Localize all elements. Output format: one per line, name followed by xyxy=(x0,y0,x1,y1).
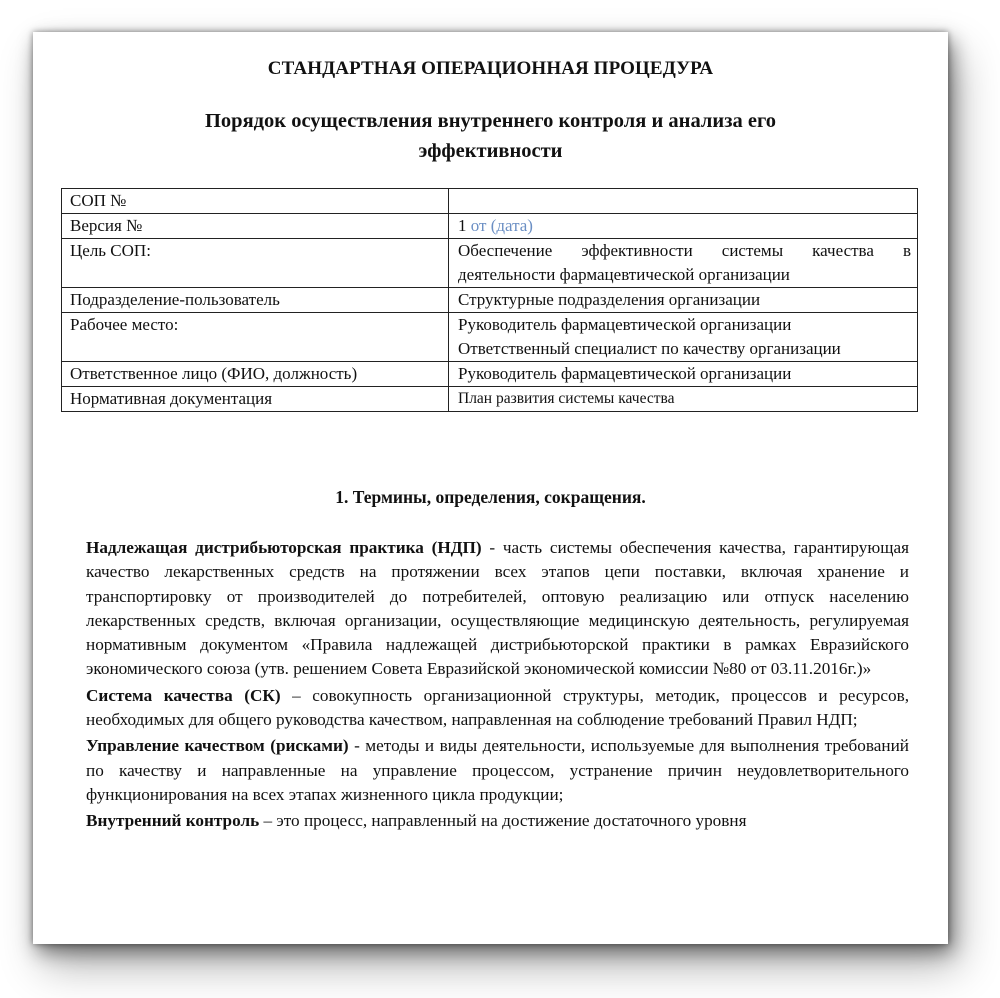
term-separator: – xyxy=(280,685,313,705)
version-number: 1 xyxy=(458,216,467,235)
sop-number-value xyxy=(449,189,918,214)
version-date-placeholder: от (дата) xyxy=(470,216,533,235)
sop-info-table xyxy=(61,188,918,412)
subtitle-line-2: эффективности xyxy=(418,140,563,162)
table-row-responsible xyxy=(62,362,918,387)
section-heading: 1. Термины, определения, сокращения. xyxy=(335,487,646,507)
workplace-value xyxy=(449,313,918,362)
workplace-value-line-1: Руководитель фармацевтической организации xyxy=(458,315,792,334)
term-separator: – xyxy=(259,811,277,831)
regulatory-docs-value: План развития системы качества xyxy=(449,387,918,412)
table-row-sop-number xyxy=(62,189,918,214)
terms-body xyxy=(86,536,909,834)
term-definition: часть системы обеспечения качества, гарантирующая качество лекарственных средств на протяжении всех этапов цепи поставки, включая хранение и транспортировку от производителей до потребителей, оптовую реализацию или отпуск населению лекарственных средств, включая организации, осуществляющие медицинскую деятельность, регулируемая нормативным документом «Правила надлежащей дистрибьюторской практики в рамках Евразийского экономического союза (утв. решением Совета Евразийской экономической комиссии №80 от 03.11.2016г.)» xyxy=(86,538,909,679)
regulatory-docs-label: Нормативная документация xyxy=(62,387,449,412)
table-row-workplace xyxy=(62,313,918,362)
term-name: Надлежащая дистрибьюторская практика (НДП) xyxy=(86,538,482,557)
term-definition: совокупность организационной структуры, методик, процессов и ресурсов, необходимых для общего руководства качеством, направленная на соблюдение требований Правил НДП; xyxy=(86,685,909,730)
table-row-version xyxy=(62,214,918,239)
term-paragraph xyxy=(86,684,909,733)
term-separator: - xyxy=(481,538,503,557)
department-value: Структурные подразделения организации xyxy=(449,288,918,313)
document-page xyxy=(33,32,948,944)
table-row-department xyxy=(62,288,918,313)
version-label: Версия № xyxy=(62,214,449,239)
purpose-label: Цель СОП: xyxy=(62,239,449,288)
department-label: Подразделение-пользователь xyxy=(62,288,449,313)
subtitle-line-1: Порядок осуществления внутреннего контроля и анализа его xyxy=(204,110,776,132)
term-name: Управление качеством (рисками) xyxy=(86,736,349,756)
purpose-value xyxy=(449,239,918,288)
table-row-purpose xyxy=(62,239,918,288)
workplace-label: Рабочее место: xyxy=(62,313,449,362)
sop-number-label: СОП № xyxy=(62,189,449,214)
table-row-regulatory-docs xyxy=(62,387,918,412)
document-subtitle xyxy=(33,106,948,166)
term-separator: - xyxy=(348,736,366,756)
term-name: Система качества (СК) xyxy=(86,685,281,705)
term-name: Внутренний контроль xyxy=(86,811,260,831)
term-definition: это процесс, направленный на достижение достаточного уровня xyxy=(276,811,747,831)
term-paragraph xyxy=(86,734,909,807)
purpose-text: Обеспечение эффективности системы качества в деятельности фармацевтической организации xyxy=(458,241,911,284)
term-paragraph xyxy=(86,536,909,682)
term-definition: методы и виды деятельности, используемые для выполнения требований по качеству и направленные на управление процессом, устранение причин неудовлетворительного функционирования на всех этапах жизненного цикла продукции; xyxy=(86,736,910,804)
responsible-label: Ответственное лицо (ФИО, должность) xyxy=(62,362,449,387)
document-title: СТАНДАРТНАЯ ОПЕРАЦИОННАЯ ПРОЦЕДУРА xyxy=(267,58,714,79)
responsible-value: Руководитель фармацевтической организации xyxy=(449,362,918,387)
workplace-value-line-2: Ответственный специалист по качеству организации xyxy=(458,339,841,358)
version-value xyxy=(449,214,918,239)
term-paragraph xyxy=(86,809,909,833)
